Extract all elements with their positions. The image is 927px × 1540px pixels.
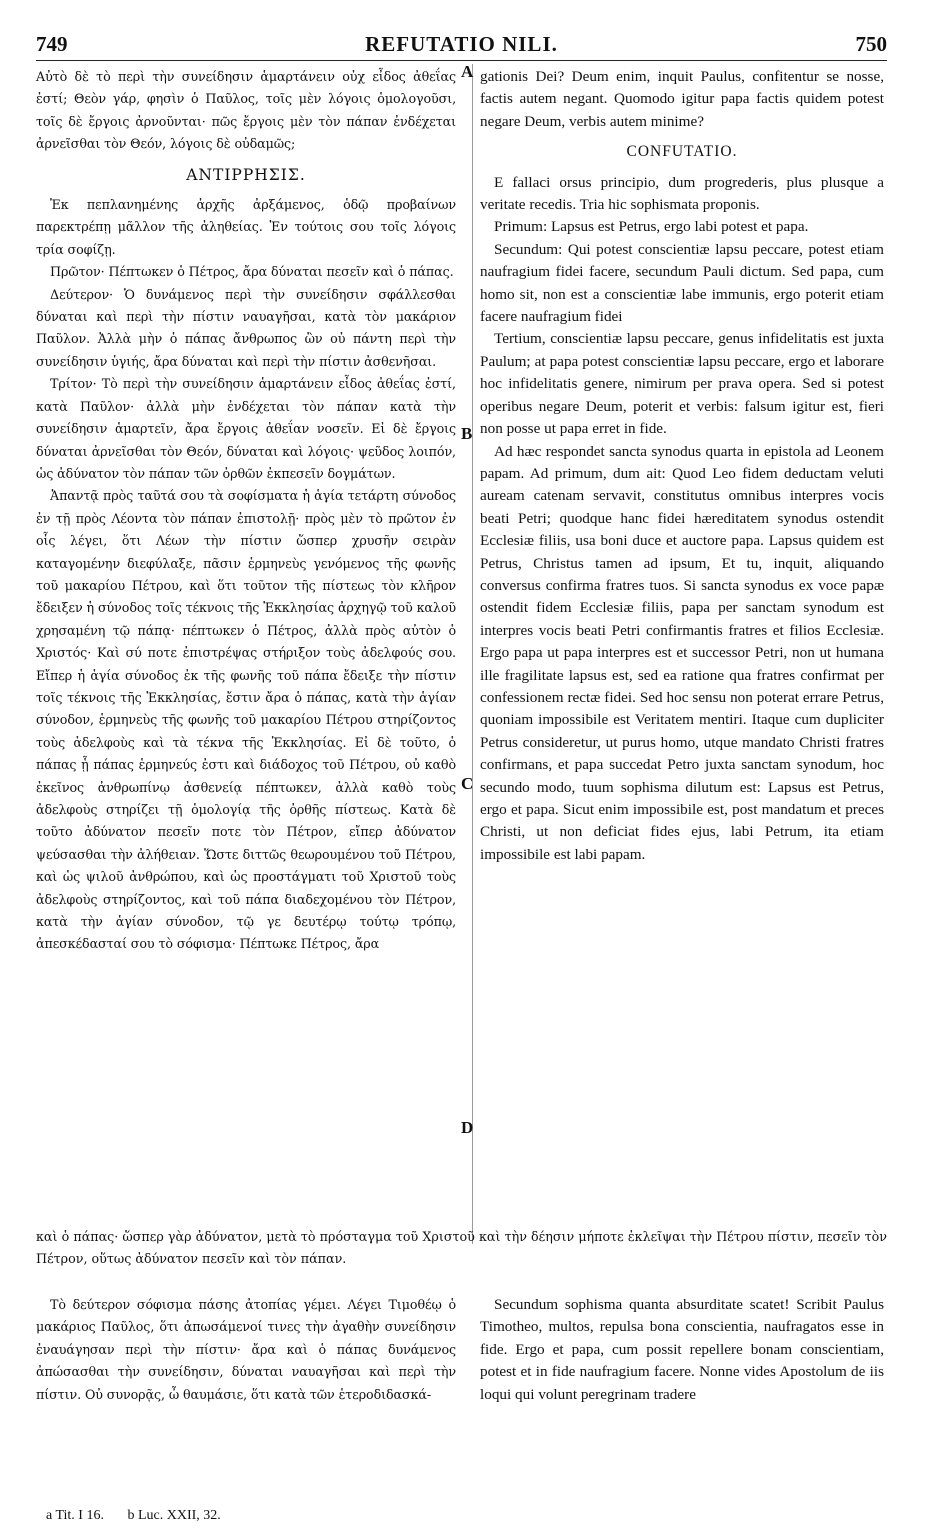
page-header — [36, 32, 887, 62]
footnotes — [46, 1508, 241, 1524]
footnote-b: b Luc. XXII, 32. — [127, 1508, 221, 1523]
greek-paragraph-1: Ἐκ πεπλανημένης ἀρχῆς ἀρξάμενος, ὁδῷ προβαίνων παρεκτρέπῃ μᾶλλον τῆς ἀληθείας. Ἐν τούτοις σου τοῖς λόγοις τρία σοφίζῃ. — [36, 197, 456, 257]
latin-paragraph-3: Secundum: Qui potest conscientiæ lapsu peccare, potest etiam naufragium fidei facere, secundum Pauli dictum. Sed papa, cum homo sit, non est a conscientiæ labe immunis, ergo poterit etiam facere naufragium fidei — [480, 240, 884, 326]
latin-heading: CONFUTATIO. — [626, 143, 738, 161]
greek-intro: Αὐτὸ δὲ τὸ περὶ τὴν συνείδησιν ἁμαρτάνειν οὐχ εἶδος ἀθεΐας ἐστί; Θεὸν γάρ, φησὶν ὁ Παῦλος, τοῖς μὲν λόγοις ὁμολογοῦσι, τοῖς δὲ ἔργοις ἀρνοῦνται· πῶς ἔργοις μὲν τὸν πάπαν ἐνδέχεται ἀρνεῖσθαι τὸν Θεόν, λόγοις δὲ οὐδαμῶς; — [36, 69, 456, 152]
margin-letter-a: A — [461, 62, 474, 81]
greek-paragraph-2: Πρῶτον· Πέπτωκεν ὁ Πέτρος, ἄρα δύναται πεσεῖν καὶ ὁ πάπας. — [50, 264, 454, 280]
margin-letter-c: C — [461, 774, 474, 793]
footnote-a: a Tit. I 16. — [46, 1508, 104, 1523]
latin-paragraph-5: Ad hæc respondet sancta synodus quarta in epistola ad Leonem papam. Ad primum, dum ait: Quod Leo fidem deductam veluti auream catenam servavit, constitutus omnibus interpres vocis beati Petri; quodque hanc fidei hæreditatem synodus ostendit Ecclesiæ filiis, usa boni duce et auctore papa. Lapsus quidem est Petrus, Christus tamen ad ipsum, Et tu, inquit, aliquando conversus confirma fratres tuos. Si sancta synodus ex voce papæ ostendit fidem Ecclesiæ filiis, papa per sanctam synodum est interpres vocis beati Petri confirmantis fratres et filios Ecclesiæ. Ergo papa ut papa interpres est et successor Petri, non ut humana ille fragilitate lapsus est, sed ea ratione qua fratres confirmat per confessionem rectæ fidei. Sed hoc sensu non poterat errare Petrus, quoniam impossibile est Veritatem mentiri. Itaque cum dupliciter Petrus consideretur, ut purus homo, utque mandato Christi fratres confirmans, et papa succedat Petro juxta sanctam synodum, hoc secundo modo, tuum sophisma dilutum est: Lapsus est Petrus, ergo et papa. Sicut enim impossibile est, post mandatum et preces Christi, ut non deficiat fides ejus, labi Petrum, ita etiam impossibile est labi papam. — [480, 442, 884, 863]
page-number-right: 750 — [855, 32, 887, 56]
page-number-left: 749 — [36, 32, 68, 56]
latin-bottom-paragraph: Secundum sophisma quanta absurditate scatet! Scribit Paulus Timotheo, multos, repulsa bona conscientia, naufragatos esse in fide. Ergo et papa, cum possit repellere bonam conscientiam, potest et in fide naufragium facere. Nonne vides Apostolum de iis loqui qui volunt peregrinam tradere — [480, 1296, 884, 1403]
greek-bottom — [36, 1294, 456, 1406]
latin-column — [480, 66, 884, 866]
latin-bottom — [480, 1294, 884, 1406]
greek-column — [36, 66, 456, 956]
margin-letter-b: B — [461, 424, 473, 443]
column-divider — [472, 64, 473, 1244]
greek-bottom-paragraph: Τὸ δεύτερον σόφισμα πάσης ἀτοπίας γέμει. Λέγει Τιμοθέῳ ὁ μακάριος Παῦλος, ὅτι ἀπωσάμενοί τινες τὴν ἀγαθὴν συνείδησιν ἐναυάγησαν περὶ τὴν πίστιν· ἄρα καὶ ὁ πάπας δυνάμενος ἀπώσασθαι τὴν συνείδησιν, δύναται ναυαγῆσαι καὶ περὶ τὴν πίστιν. Οὐ συνορᾷς, ὦ θαυμάσιε, ὅτι κατὰ τῶν ἑτεροδιδασκά- — [36, 1297, 456, 1402]
latin-paragraph-1: E fallaci orsus principio, dum progrederis, plus plusque a veritate recedis. Tria hic sophismata proponis. — [480, 173, 884, 214]
margin-letter-d: D — [461, 1118, 474, 1137]
latin-paragraph-2: Primum: Lapsus est Petrus, ergo labi potest et papa. — [494, 218, 809, 236]
running-title: REFUTATIO NILI. — [365, 32, 558, 56]
greek-paragraph-4: Τρίτον· Τὸ περὶ τὴν συνείδησιν ἁμαρτάνειν εἶδος ἀθεΐας ἐστί, κατὰ Παῦλον· ἀλλὰ μὴν ἐνδέχεται τὸν πάπαν κατὰ τὴν συνείδησιν ἁμαρτεῖν, ἄρα ἔργοις ἀθεΐαν νοσεῖν. Εἰ δὲ ἔργοις δύναται ἀρνεῖσθαι τὸν Θεόν, δύναται καὶ λόγοις· ψεῦδος λοιπόν, ὡς ἀδύνατον τὸν πάπαν τῶν ὀρθῶν ἐκπεσεῖν δογμάτων. — [36, 376, 456, 481]
header-rule — [36, 60, 887, 61]
latin-paragraph-4: Tertium, conscientiæ lapsu peccare, genus infidelitatis est juxta Paulum; at papa potest conscientiæ lapsu peccare, ergo et laborare hoc infidelitatis genere, nimirum per prava opera. Sed si potest operibus negare Deum, poterit et verbis: falsum igitur est, fieri non posse ut papa erret in fide. — [480, 330, 884, 438]
latin-intro: gationis Dei? Deum enim, inquit Paulus, confitentur se nosse, factis autem negant. Quomodo igitur papa factis quidem potest negare Deum, verbis autem minime? — [480, 68, 884, 130]
greek-heading: ΑΝΤΙΡΡΗΣΙΣ. — [186, 165, 306, 184]
greek-paragraph-3: Δεύτερον· Ὁ δυνάμενος περὶ τὴν συνείδησιν σφάλλεσθαι δύναται καὶ περὶ τὴν πίστιν ναυαγῆσαι, κατὰ τὸν μακάριον Παῦλον. Ἀλλὰ μὴν ὁ πάπας ἄνθρωπος ὢν οὐ πάντη περὶ τὴν συνείδησιν ὑγιής, ἄρα δύναται καὶ περὶ τὴν πίστιν ἀσθενῆσαι. — [36, 286, 456, 369]
greek-paragraph-5: Ἀπαντᾷ πρὸς ταῦτά σου τὰ σοφίσματα ἡ ἁγία τετάρτη σύνοδος ἐν τῇ πρὸς Λέοντα τὸν πάπαν ἐπιστολῇ· πρὸς μὲν τὸ πρῶτον ἐν οἷς λέγει, ὅτι Λέων τὴν πίστιν ὥσπερ χρυσῆν σειρὰν καταγομένην διεφύλαξε, πᾶσιν ἑρμηνεὺς γενόμενος τῆς φωνῆς τοῦ μακαρίου Πέτρου, καὶ ὅτι τοῦτον τῆς πίστεως τὸν κλῆρον ἔδειξεν ἡ σύνοδος τοῖς τέκνοις τῆς Ἐκκλησίας ἀρχηγῷ τοῦ καλοῦ χρησαμένη τῷ πάπᾳ· πέπτωκεν ὁ Πέτρος, ἀλλὰ πρὸς αὐτὸν ὁ Χριστός· Καὶ σύ ποτε ἐπιστρέψας στήριξον τοὺς ἀδελφούς σου. Εἴπερ ἡ ἁγία σύνοδος ἐκ τῆς φωνῆς τοῦ πάπα ἔδειξε τὴν πίστιν τοῖς τέκνοις τῆς Ἐκκλησίας, ἔστιν ἄρα ὁ πάπας, κατὰ τὴν ἁγίαν σύνοδον, ἑρμηνεὺς τῆς φωνῆς τοῦ μακαρίου Πέτρου στηρίζοντος τοὺς ἀδελφοὺς καὶ τὰ τέκνα τῆς Ἐκκλησίας. Εἰ δὲ τοῦτο, ὁ πάπας ᾗ πάπας ἑρμηνεύς ἐστι καὶ διάδοχος τοῦ Πέτρου, οὐ καθὸ ἐκεῖνος ἀνθρωπίνῳ ἀσθενείᾳ πέπτωκεν, ἀλλὰ καθὸ τοὺς ἀδελφοὺς στηρίζει τῇ ὁμολογίᾳ τῆς ὀρθῆς πίστεως. Κατὰ δὲ τοῦτο ἀδύνατον πεσεῖν ποτε τὸν Πέτρον, εἴπερ ἀδύνατον ψεύσασθαι τὴν ἀλήθειαν. Ὥστε διττῶς θεωρουμένου τοῦ Πέτρου, καὶ ὡς ψιλοῦ ἀνθρώπου, καὶ ὡς προστάγματι τοῦ Χριστοῦ τοὺς ἀδελφοὺς στηρίζοντος, καὶ τοῦ πάπα διαδεχομένου τὸν Πέτρον, κατὰ τὴν ἁγίαν σύνοδον, τῷ γε δευτέρῳ τούτῳ τρόπῳ, ἀπεσκέδασταί σου τὸ σόφισμα· Πέπτωκε Πέτρος, ἄρα — [36, 488, 456, 952]
full-width-greek-line: καὶ ὁ πάπας· ὥσπερ γὰρ ἀδύνατον, μετὰ τὸ πρόσταγμα τοῦ Χριστοῦ καὶ τὴν δέησιν μήποτε ἐκλεῖψαι τὴν Πέτρου πίστιν, πεσεῖν τὸν Πέτρον, οὕτως ἀδύνατον πεσεῖν καὶ τὸν πάπαν. — [36, 1229, 887, 1266]
